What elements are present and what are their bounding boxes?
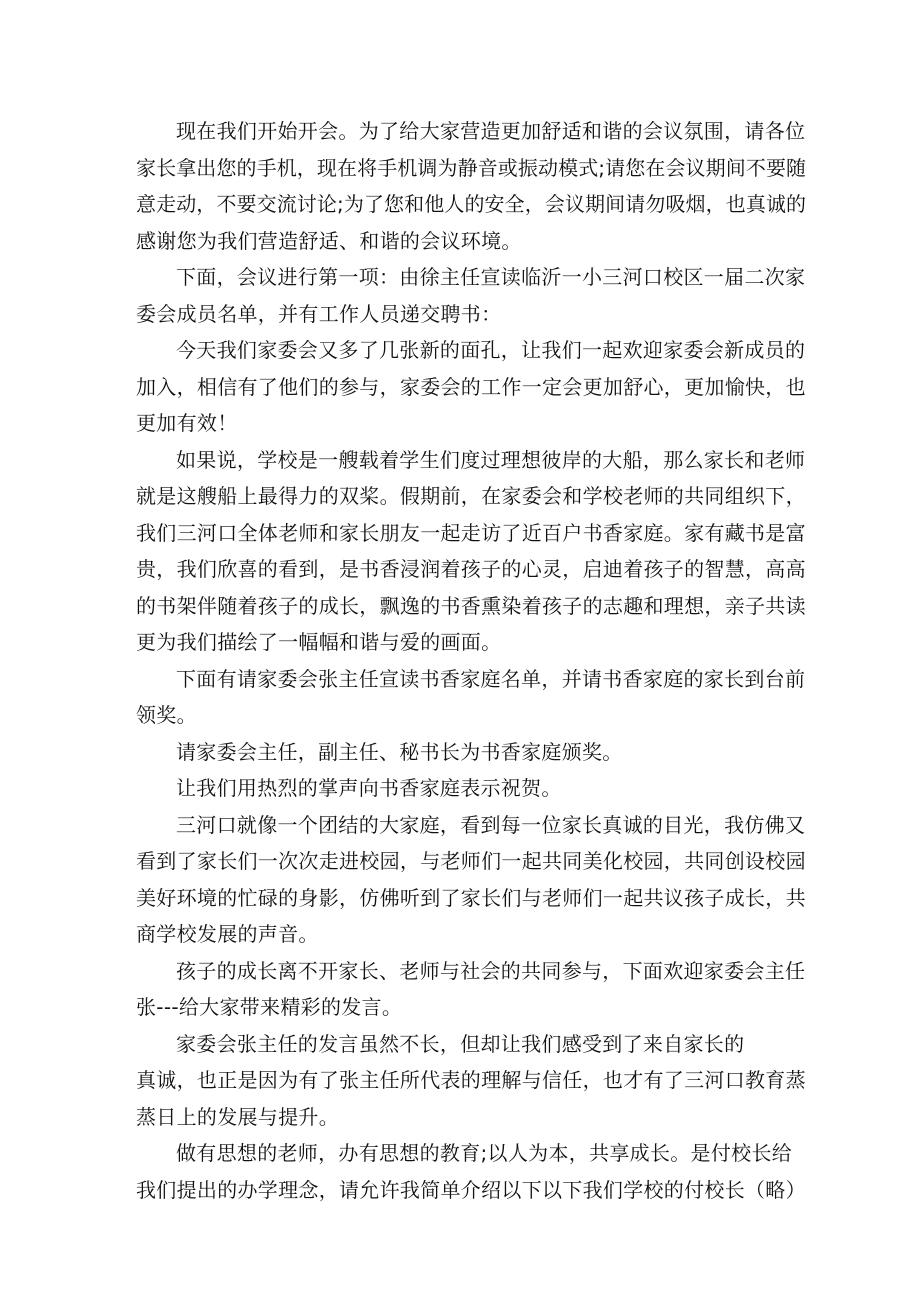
text-line: 商学校发展的声音。 [136, 922, 319, 946]
text-line: 更加有效！ [136, 411, 238, 435]
text-line: 真诚，也正是因为有了张主任所代表的理解与信任，也才有了三河口教育蒸 [136, 1068, 806, 1092]
text-line: 看到了家长们一次次走进校园，与老师们一起共同美化校园，共同创设校园 [136, 849, 806, 873]
text-line: 请家委会主任，副主任、秘书长为书香家庭颁奖。 [176, 739, 623, 764]
text-line: 我们提出的办学理念，请允许我简单介绍以下以下我们学校的付校长（略） [136, 1177, 806, 1202]
text-line: 今天我们家委会又多了几张新的面孔，让我们一起欢迎家委会新成员的 [176, 338, 806, 362]
document-body [136, 113, 808, 1208]
text-line: 家委会张主任的发言虽然不长，但却让我们感受到了来自家长的 [176, 1031, 745, 1056]
paragraph [136, 1026, 808, 1136]
paragraph [136, 259, 808, 332]
text-line: 感谢您为我们营造舒适、和谐的会议环境。 [136, 228, 522, 253]
paragraph [136, 332, 808, 442]
text-line: 加入，相信有了他们的参与，家委会的工作一定会更加舒心，更加愉快，也 [136, 374, 806, 399]
text-line: 做有思想的老师，办有思想的教育;以人为本，共享成长。是付校长给 [176, 1141, 793, 1165]
text-line: 孩子的成长离不开家长、老师与社会的共同参与，下面欢迎家委会主任 [176, 958, 806, 983]
text-line: 更为我们描绘了一幅幅和谐与爱的画面。 [136, 630, 502, 654]
paragraph [136, 770, 808, 807]
text-line: 贵，我们欣喜的看到，是书香浸润着孩子的心灵，启迪着孩子的智慧，高高 [136, 557, 806, 581]
text-line: 下面，会议进行第一项：由徐主任宣读临沂一小三河口校区一届二次家 [176, 265, 806, 289]
text-line: 家长拿出您的手机，现在将手机调为静音或振动模式;请您在会议期间不要随 [136, 155, 807, 180]
text-line: 美好环境的忙碌的身影，仿佛听到了家长们与老师们一起共议孩子成长，共 [136, 885, 806, 910]
text-line: 让我们用热烈的掌声向书香家庭表示祝贺。 [176, 776, 562, 800]
paragraph [136, 1135, 808, 1208]
paragraph [136, 807, 808, 953]
text-line: 的书架伴随着孩子的成长，飘逸的书香熏染着孩子的志趣和理想，亲子共读 [136, 593, 806, 618]
text-line: 蒸日上的发展与提升。 [136, 1104, 339, 1129]
text-line: 如果说，学校是一艘载着学生们度过理想彼岸的大船，那么家长和老师 [176, 447, 806, 472]
text-line: 意走动，不要交流讨论;为了您和他人的安全，会议期间请勿吸烟，也真诚的 [136, 192, 807, 216]
paragraph [136, 113, 808, 259]
text-line: 三河口就像一个团结的大家庭，看到每一位家长真诚的目光，我仿佛又 [176, 812, 806, 837]
text-line: 领奖。 [136, 703, 197, 727]
text-line: 下面有请家委会张主任宣读书香家庭名单，并请书香家庭的家长到台前 [176, 666, 806, 691]
paragraph [136, 734, 808, 771]
paragraph [136, 442, 808, 661]
text-line: 张---给大家带来精彩的发言。 [136, 995, 403, 1019]
text-line: 委会成员名单，并有工作人员递交聘书： [136, 301, 502, 326]
text-line: 我们三河口全体老师和家长朋友一起走访了近百户书香家庭。家有藏书是富 [136, 520, 806, 545]
text-line: 就是这艘船上最得力的双桨。假期前，在家委会和学校老师的共同组织下， [136, 484, 806, 508]
paragraph [136, 661, 808, 734]
text-line: 现在我们开始开会。为了给大家营造更加舒适和谐的会议氛围，请各位 [176, 119, 806, 143]
paragraph [136, 953, 808, 1026]
